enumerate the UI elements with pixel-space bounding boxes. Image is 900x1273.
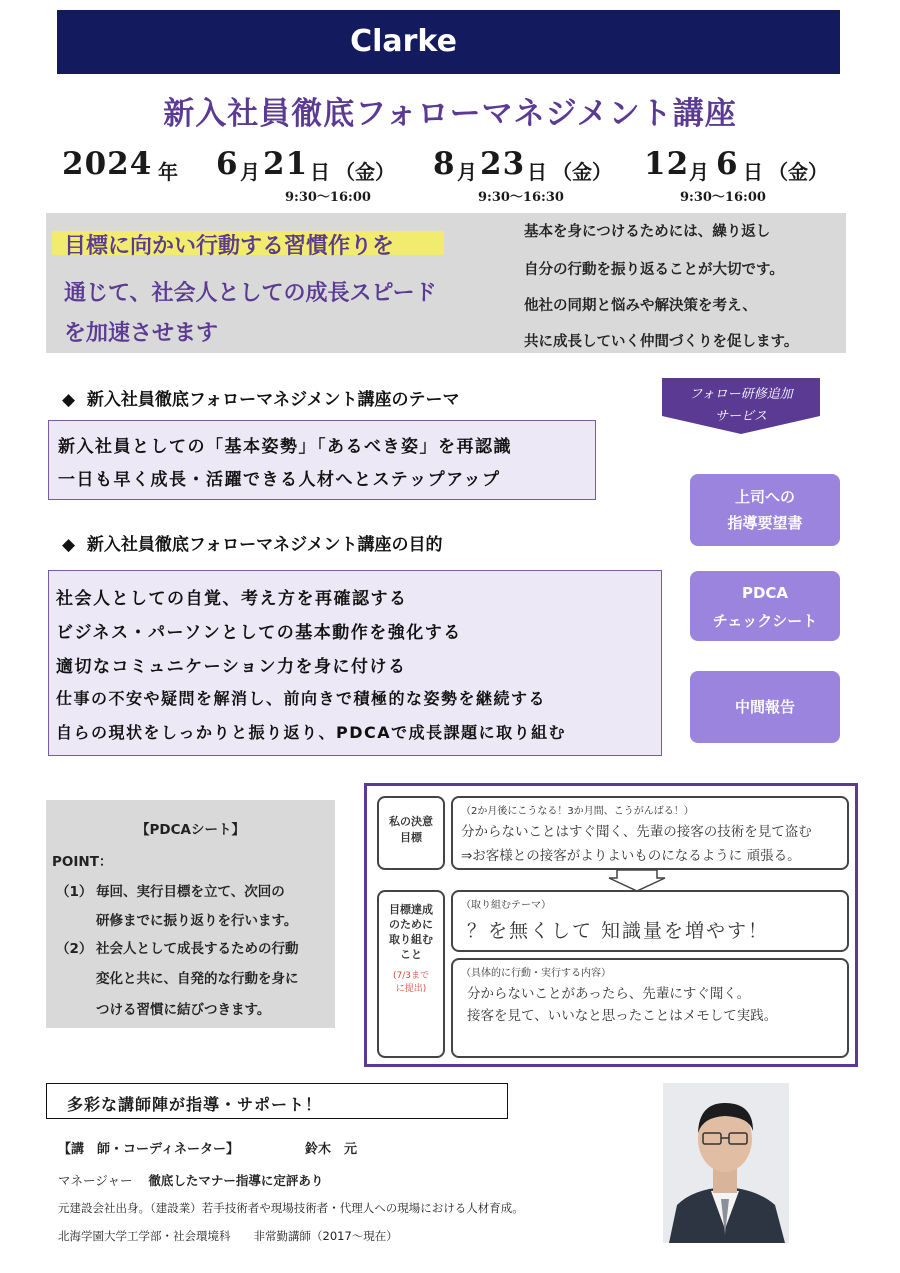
date-2-weekday: （金）: [552, 160, 612, 184]
lecturer-role: 【講 師・コーディネーター】: [58, 1142, 239, 1157]
sheet-label-1-line-2: 目標: [400, 831, 422, 844]
date-3-day: 6: [716, 146, 739, 182]
pdca-item-2-num: （2）: [56, 941, 93, 957]
date-3-month: 12: [644, 146, 690, 182]
boss-request-button[interactable]: [690, 474, 840, 546]
interim-report-label: 中間報告: [734, 698, 795, 716]
date-2-month-unit: 月: [457, 160, 477, 184]
header-banner: [57, 10, 840, 74]
purpose-line-5: 自らの現状をしっかりと振り返り、PDCAで成長課題に取り組む: [56, 723, 567, 742]
sheet-label-1: [377, 814, 445, 846]
lecturer-title-desc: 徹底したマナー指導に定評あり: [148, 1173, 324, 1188]
pdca-title: 【PDCAシート】: [136, 822, 245, 838]
interim-report-button[interactable]: [690, 671, 840, 743]
pdca-item-2-line-3: つける習慣に結びつきます。: [96, 1002, 271, 1018]
lecturer-bio-1: 元建設会社出身。（建設業）若手技術者や現場技術者・代理人への現場における人材育成。: [58, 1201, 524, 1215]
intro-right-line-1: 基本を身につけるためには、繰り返し: [524, 224, 771, 240]
date-3-month-unit: 月: [689, 160, 709, 184]
sheet-hw-2: ？を無くして 知識量を増やす！: [467, 920, 770, 942]
intro-right-line-2: 自分の行動を振り返ることが大切です。: [524, 262, 784, 278]
intro-right-line-3: 他社の同期と悩みや解決策を考え、: [524, 298, 757, 314]
purpose-line-4: 仕事の不安や疑問を解消し、前向きで積極的な姿勢を継続する: [56, 689, 547, 708]
schedule-year: 2024: [62, 146, 153, 182]
brand-logo: Clarke: [350, 24, 457, 59]
pdca-checksheet-button[interactable]: [690, 571, 840, 641]
lecturer-bio-2: 北海学園大学工学部・社会環境科 非常勤講師（2017～現在）: [58, 1229, 398, 1243]
sheet-hw-1-line-2: ⇒お客様との接客がよりよいものになるように 頑張る。: [461, 848, 801, 864]
lecturer-title-line: [58, 1171, 323, 1189]
sheet-hw-1-line-1: 分からないことはすぐ聞く、先輩の接客の技術を見て盗む: [461, 824, 812, 840]
sheet-label-2-line-3: 取り組む: [389, 933, 433, 946]
sheet-hint-1: （2か月後にこうなる！3か月間、こうがんばる！）: [461, 806, 694, 817]
lecturers-heading: 多彩な講師陣が指導・サポート！: [67, 1095, 323, 1114]
follow-service-line-1: フォロー研修追加: [689, 387, 793, 402]
date-1-month-unit: 月: [240, 160, 260, 184]
sheet-hint-2: （取り組むテーマ）: [461, 900, 551, 911]
date-2-day: 23: [480, 146, 526, 182]
date-3-day-unit: 日: [743, 160, 763, 184]
theme-heading: [62, 385, 460, 410]
intro-line-1: 目標に向かい行動する習慣作りを: [64, 234, 395, 259]
pdca-item-1-num: （1）: [56, 884, 93, 900]
pdca-checksheet-line-2: チェックシート: [712, 612, 818, 630]
date-3-time: 9:30～16:00: [680, 190, 766, 205]
theme-line-1: 新入社員としての「基本姿勢」「あるべき姿」を再認識: [58, 437, 512, 457]
pdca-checksheet-line-1: PDCA: [741, 584, 789, 602]
date-1-weekday: （金）: [335, 160, 395, 184]
lecturer-title: マネージャー: [58, 1173, 133, 1188]
sheet-hint-3: （具体的に行動・実行する内容）: [461, 968, 611, 979]
date-1-time: 9:30～16:00: [285, 190, 371, 205]
sheet-label-note: [377, 970, 445, 996]
lecturer-name: 鈴木 元: [305, 1142, 358, 1157]
sheet-label-2-line-4: こと: [400, 948, 422, 961]
intro-line-2: 通じて、社会人としての成長スピード: [64, 281, 437, 306]
purpose-heading: [62, 530, 443, 555]
pdca-item-1-line-2: 研修までに振り返りを行います。: [96, 913, 298, 929]
lecturers-heading-box: [46, 1083, 508, 1119]
pdca-point: POINT：: [52, 854, 113, 870]
date-2-time: 9:30～16:30: [478, 190, 564, 205]
intro-line-3: を加速させます: [64, 321, 219, 346]
date-2-day-unit: 日: [527, 160, 547, 184]
date-1-day-unit: 日: [310, 160, 330, 184]
schedule-year-unit: 年: [158, 160, 178, 184]
down-arrow-icon: [607, 870, 667, 892]
purpose-heading-text: 新入社員徹底フォローマネジメント講座の目的: [86, 535, 443, 555]
intro-right-line-4: 共に成長していく仲間づくりを促します。: [524, 334, 799, 350]
date-3-weekday: （金）: [768, 160, 828, 184]
date-2-month: 8: [433, 146, 456, 182]
theme-heading-text: 新入社員徹底フォローマネジメント講座のテーマ: [86, 390, 460, 410]
date-1-month: 6: [216, 146, 239, 182]
sheet-label-note-line-2: に提出): [395, 984, 427, 994]
sheet-hw-3-line-2: 接客を見て、いいなと思ったことはメモして実践。: [467, 1008, 778, 1024]
sheet-label-2-line-2: のために: [389, 918, 433, 931]
lecturer-photo: [663, 1083, 789, 1243]
purpose-line-3: 適切なコミュニケーション力を身に付ける: [56, 657, 407, 677]
sheet-hw-3-line-1: 分からないことがあったら、先輩にすぐ聞く。: [467, 986, 751, 1002]
purpose-line-2: ビジネス・パーソンとしての基本動作を強化する: [56, 623, 462, 643]
date-1-day: 21: [263, 146, 309, 182]
pdca-item-2-line-1: 社会人として成長するための行動: [96, 941, 299, 957]
page-title: 新入社員徹底フォローマネジメント講座: [163, 96, 737, 132]
diamond-bullet-icon: ◆: [62, 535, 76, 555]
boss-request-line-2: 指導要望書: [727, 514, 803, 532]
pdca-item-1-line-1: 毎回、実行目標を立て、次回の: [96, 884, 285, 900]
pdca-sheet-sample: [364, 783, 858, 1067]
sheet-label-2: [377, 902, 445, 996]
sheet-label-2-line-1: 目標達成: [389, 903, 433, 916]
sheet-label-1-line-1: 私の決意: [389, 815, 433, 828]
follow-service-line-2: サービス: [714, 409, 767, 424]
lecturer-portrait-icon: [663, 1083, 789, 1243]
theme-line-2: 一日も早く成長・活躍できる人材へとステップアップ: [58, 470, 501, 490]
sheet-label-note-line-1: (7/3まで: [393, 971, 429, 981]
purpose-line-1: 社会人としての自覚、考え方を再確認する: [56, 589, 408, 609]
pdca-item-2-line-2: 変化と共に、自発的な行動を身に: [96, 971, 299, 987]
follow-service-label: [662, 384, 820, 428]
boss-request-line-1: 上司への: [734, 488, 795, 506]
diamond-bullet-icon: ◆: [62, 390, 76, 410]
